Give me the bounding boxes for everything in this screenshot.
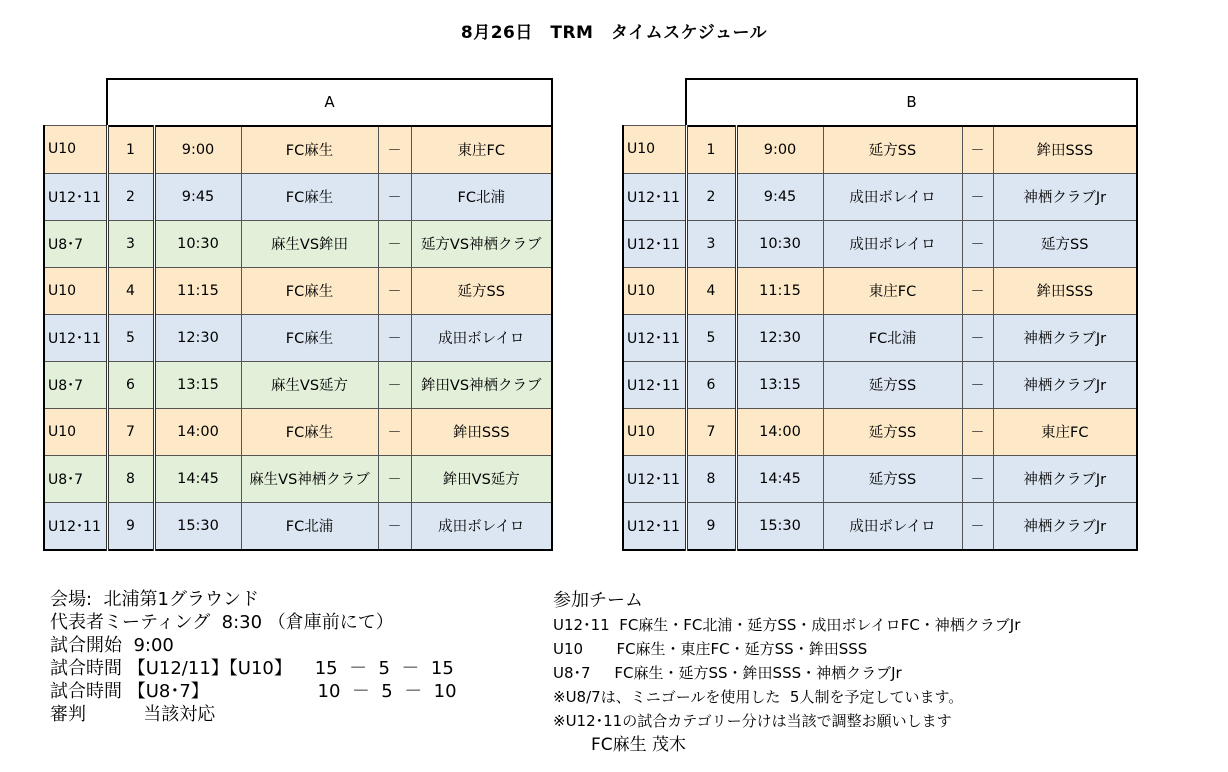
teams-u10: U10 FC麻生・東庄FC・延方SS・鉾田SSS <box>553 640 868 658</box>
signature: FC麻生 茂木 <box>591 735 687 755</box>
page-title: 8月26日 TRM タイムスケジュール <box>460 23 768 43</box>
court-header-row <box>623 79 1137 126</box>
meeting-text: 代表者ミーティング 8:30 （倉庫前にて） <box>50 612 394 633</box>
event-info <box>50 588 457 726</box>
home-team-cell: FC麻生 <box>241 314 378 361</box>
match-row <box>623 408 1137 455</box>
category-cell: U8･7 <box>44 220 107 267</box>
match-number-cell: 3 <box>107 220 154 267</box>
kickoff-time-cell: 9:00 <box>154 126 241 174</box>
match-number-cell: 6 <box>686 361 736 408</box>
away-team-cell: 東庄FC <box>411 126 552 174</box>
home-team-cell: 延方SS <box>823 126 962 174</box>
match-row <box>44 408 552 455</box>
home-team-cell: 成田ボレイロ <box>823 173 962 220</box>
match-row <box>44 455 552 502</box>
category-cell: U12･11 <box>623 455 686 502</box>
kickoff-time-cell: 10:30 <box>736 220 823 267</box>
away-team-cell: 成田ボレイロ <box>411 314 552 361</box>
note-u8-format: ※U8/7は、ミニゴールを使用した 5人制を予定しています。 <box>553 688 964 706</box>
category-cell: U8･7 <box>44 361 107 408</box>
teams-u8: U8･7 FC麻生・延方SS・鉾田SSS・神栖クラブJr <box>553 664 902 682</box>
home-team-cell: 麻生VS鉾田 <box>241 220 378 267</box>
match-number-cell: 1 <box>686 126 736 174</box>
versus-dash-cell: － <box>962 502 993 550</box>
away-team-cell: 神栖クラブJr <box>993 502 1137 550</box>
kickoff-time-cell: 11:15 <box>736 267 823 314</box>
kickoff-time-cell: 9:45 <box>154 173 241 220</box>
category-cell: U12･11 <box>623 502 686 550</box>
category-cell: U12･11 <box>44 173 107 220</box>
away-team-cell: 延方SS <box>411 267 552 314</box>
match-row <box>623 126 1137 174</box>
home-team-cell: 東庄FC <box>823 267 962 314</box>
kickoff-time-cell: 12:30 <box>736 314 823 361</box>
kickoff-time-cell: 12:30 <box>154 314 241 361</box>
versus-dash-cell: － <box>962 408 993 455</box>
away-team-cell: 神栖クラブJr <box>993 173 1137 220</box>
match-number-cell: 2 <box>107 173 154 220</box>
kickoff-time-cell: 15:30 <box>154 502 241 550</box>
category-cell: U12･11 <box>623 173 686 220</box>
header-blank-cell <box>44 79 107 126</box>
match-number-cell: 5 <box>107 314 154 361</box>
home-team-cell: FC麻生 <box>241 267 378 314</box>
home-team-cell: 麻生VS神栖クラブ <box>241 455 378 502</box>
home-team-cell: FC麻生 <box>241 408 378 455</box>
match-number-cell: 4 <box>686 267 736 314</box>
category-cell: U12･11 <box>623 220 686 267</box>
home-team-cell: FC麻生 <box>241 126 378 174</box>
home-team-cell: FC北浦 <box>241 502 378 550</box>
home-team-cell: FC麻生 <box>241 173 378 220</box>
category-cell: U12･11 <box>44 502 107 550</box>
kickoff-time-cell: 14:45 <box>736 455 823 502</box>
kickoff-time-cell: 14:00 <box>736 408 823 455</box>
kickoff-time-cell: 9:45 <box>736 173 823 220</box>
home-team-cell: 延方SS <box>823 361 962 408</box>
away-team-cell: 神栖クラブJr <box>993 361 1137 408</box>
start-time-text: 試合開始 9:00 <box>50 635 174 656</box>
category-cell: U10 <box>623 408 686 455</box>
away-team-cell: 鉾田SSS <box>411 408 552 455</box>
match-row <box>623 361 1137 408</box>
match-time-u8: 試合時間 【U8･7】 10 － 5 － 10 <box>50 681 457 702</box>
match-number-cell: 7 <box>686 408 736 455</box>
match-row <box>623 173 1137 220</box>
home-team-cell: 延方SS <box>823 455 962 502</box>
away-team-cell: 延方VS神栖クラブ <box>411 220 552 267</box>
match-number-cell: 7 <box>107 408 154 455</box>
versus-dash-cell: － <box>962 220 993 267</box>
versus-dash-cell: － <box>962 455 993 502</box>
versus-dash-cell: － <box>378 173 411 220</box>
kickoff-time-cell: 11:15 <box>154 267 241 314</box>
versus-dash-cell: － <box>962 314 993 361</box>
category-cell: U12･11 <box>623 361 686 408</box>
court-label: B <box>686 79 1137 126</box>
category-cell: U10 <box>623 126 686 174</box>
category-cell: U12･11 <box>44 314 107 361</box>
schedule-table-b <box>622 78 1138 551</box>
versus-dash-cell: － <box>962 267 993 314</box>
versus-dash-cell: － <box>378 502 411 550</box>
match-row <box>44 126 552 174</box>
away-team-cell: 鉾田VS神栖クラブ <box>411 361 552 408</box>
kickoff-time-cell: 10:30 <box>154 220 241 267</box>
kickoff-time-cell: 14:00 <box>154 408 241 455</box>
match-row <box>623 455 1137 502</box>
participating-teams <box>553 588 1020 757</box>
away-team-cell: 延方SS <box>993 220 1137 267</box>
match-row <box>623 502 1137 550</box>
note-u12-category: ※U12･11の試合カテゴリー分けは当該で調整お願いします <box>553 712 952 730</box>
match-row <box>623 220 1137 267</box>
versus-dash-cell: － <box>378 408 411 455</box>
home-team-cell: FC北浦 <box>823 314 962 361</box>
match-row <box>623 314 1137 361</box>
kickoff-time-cell: 9:00 <box>736 126 823 174</box>
versus-dash-cell: － <box>962 126 993 174</box>
match-number-cell: 9 <box>686 502 736 550</box>
match-number-cell: 6 <box>107 361 154 408</box>
versus-dash-cell: － <box>378 314 411 361</box>
away-team-cell: 成田ボレイロ <box>411 502 552 550</box>
category-cell: U10 <box>623 267 686 314</box>
versus-dash-cell: － <box>378 126 411 174</box>
match-row <box>44 502 552 550</box>
match-time-u12-u10: 試合時間 【U12/11】【U10】 15 － 5 － 15 <box>50 658 454 679</box>
home-team-cell: 成田ボレイロ <box>823 502 962 550</box>
versus-dash-cell: － <box>962 173 993 220</box>
category-cell: U10 <box>44 267 107 314</box>
match-number-cell: 8 <box>107 455 154 502</box>
away-team-cell: 神栖クラブJr <box>993 455 1137 502</box>
match-number-cell: 2 <box>686 173 736 220</box>
home-team-cell: 成田ボレイロ <box>823 220 962 267</box>
away-team-cell: 鉾田SSS <box>993 126 1137 174</box>
match-row <box>44 361 552 408</box>
match-row <box>44 314 552 361</box>
category-cell: U8･7 <box>44 455 107 502</box>
schedule-table-a <box>43 78 553 551</box>
match-number-cell: 4 <box>107 267 154 314</box>
versus-dash-cell: － <box>378 267 411 314</box>
category-cell: U10 <box>44 408 107 455</box>
teams-heading: 参加チーム <box>553 590 643 611</box>
away-team-cell: 神栖クラブJr <box>993 314 1137 361</box>
away-team-cell: 鉾田VS延方 <box>411 455 552 502</box>
category-cell: U10 <box>44 126 107 174</box>
versus-dash-cell: － <box>962 361 993 408</box>
versus-dash-cell: － <box>378 455 411 502</box>
kickoff-time-cell: 15:30 <box>736 502 823 550</box>
match-row <box>44 267 552 314</box>
match-number-cell: 8 <box>686 455 736 502</box>
home-team-cell: 延方SS <box>823 408 962 455</box>
match-number-cell: 9 <box>107 502 154 550</box>
kickoff-time-cell: 13:15 <box>736 361 823 408</box>
versus-dash-cell: － <box>378 361 411 408</box>
match-row <box>44 220 552 267</box>
away-team-cell: FC北浦 <box>411 173 552 220</box>
home-team-cell: 麻生VS延方 <box>241 361 378 408</box>
header-blank-cell <box>623 79 686 126</box>
teams-u12: U12･11 FC麻生・FC北浦・延方SS・成田ボレイロFC・神栖クラブJr <box>553 616 1021 634</box>
category-cell: U12･11 <box>623 314 686 361</box>
match-row <box>623 267 1137 314</box>
referee-text: 審判 当該対応 <box>50 704 216 725</box>
kickoff-time-cell: 14:45 <box>154 455 241 502</box>
match-number-cell: 3 <box>686 220 736 267</box>
match-number-cell: 5 <box>686 314 736 361</box>
match-row <box>44 173 552 220</box>
venue-text: 会場: 北浦第1グラウンド <box>50 589 259 610</box>
match-number-cell: 1 <box>107 126 154 174</box>
versus-dash-cell: － <box>378 220 411 267</box>
court-header-row <box>44 79 552 126</box>
court-label: A <box>107 79 552 126</box>
kickoff-time-cell: 13:15 <box>154 361 241 408</box>
away-team-cell: 東庄FC <box>993 408 1137 455</box>
away-team-cell: 鉾田SSS <box>993 267 1137 314</box>
